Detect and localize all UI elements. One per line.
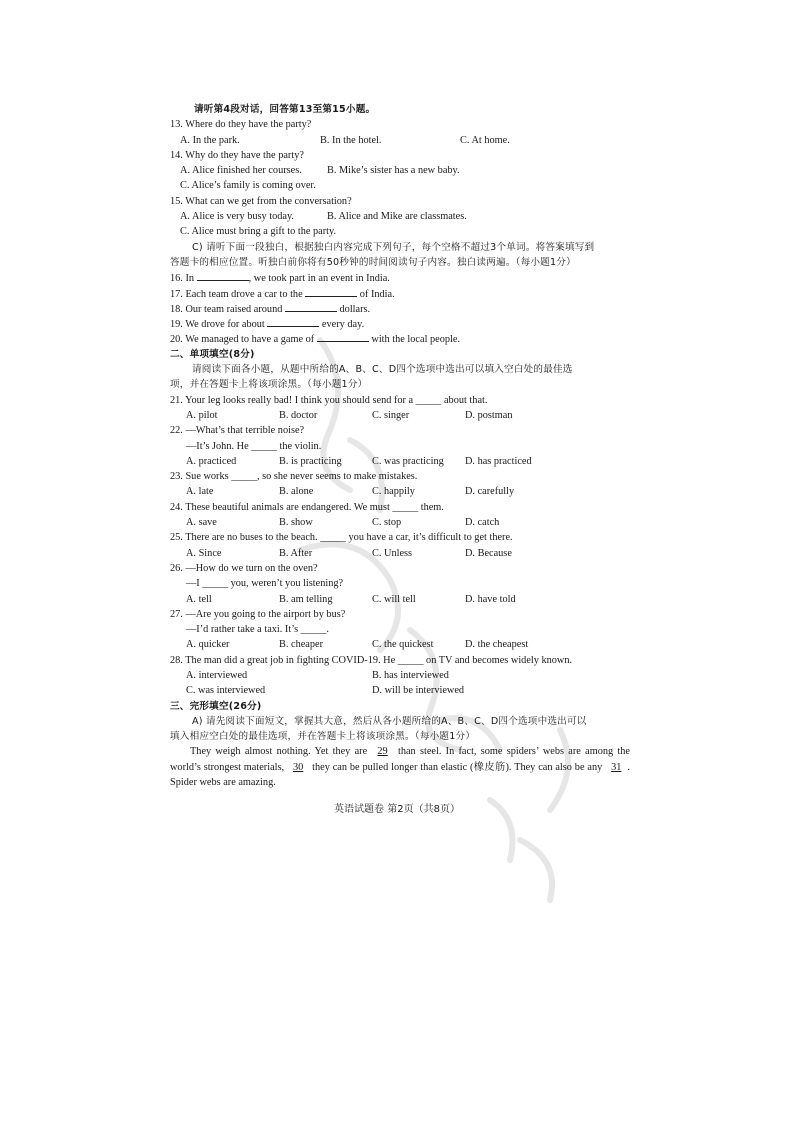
part-c-instruction-1: C) 请听下面一段独白，根据独白内容完成下列句子，每个空格不超过3个单词。将答案填写到 <box>192 241 595 253</box>
option-a: A. Alice is very busy today. <box>180 211 295 223</box>
option-c: C. will tell <box>372 593 416 605</box>
option-a: A. practiced <box>186 455 237 467</box>
exam-content <box>170 102 630 790</box>
option-b: B. am telling <box>279 593 333 605</box>
question-21-options <box>170 408 630 423</box>
question-27: 27. —Are you going to the airport by bus? <box>170 608 346 620</box>
fill-item-20: 20. We managed to have a game of with the local people. <box>170 331 630 346</box>
question-25: 25. There are no buses to the beach. _____ you have a car, it’s difficult to get there. <box>170 532 513 544</box>
option-a: A. tell <box>186 593 212 605</box>
option-c: C. happily <box>372 486 415 498</box>
cloze-passage: They weigh almost nothing. Yet they are 29 than steel. In fact, some spiders’ webs are among the world’s strongest materials, 30 they can be pulled longer than elastic (橡皮筋). They can also be any 31 . Spider webs are amazing. <box>170 746 630 789</box>
fill-item-18: 18. Our team raised around dollars. <box>170 301 630 316</box>
option-b: B. Mike’s sister has a new baby. <box>327 165 460 177</box>
question-13: 13. Where do they have the party? <box>170 119 312 131</box>
option-c: C. Alice’s family is coming over. <box>180 180 316 192</box>
section-3-title: 三、完形填空(26分) <box>170 700 262 712</box>
question-14: 14. Why do they have the party? <box>170 149 304 161</box>
section-3-instruction-1: A) 请先阅读下面短文，掌握其大意，然后从各小题所给的A、B、C、D四个选项中选出可以 <box>192 715 587 727</box>
answer-blank <box>197 270 249 281</box>
question-13-options <box>170 133 630 148</box>
section-listen-4-heading: 请听第4段对话，回答第13至第15小题。 <box>194 104 376 115</box>
option-c: C. was practicing <box>372 455 444 467</box>
question-26-line-2: —I _____ you, weren’t you listening? <box>186 578 344 590</box>
option-b: B. In the hotel. <box>320 134 382 146</box>
question-26: 26. —How do we turn on the oven? <box>170 562 318 574</box>
option-b: B. show <box>279 517 313 529</box>
blank-30: 30 <box>292 761 304 773</box>
option-d: D. catch <box>465 517 500 529</box>
option-b: B. After <box>279 547 313 559</box>
fill-item-16: 16. In , we took part in an event in India. <box>170 270 630 285</box>
option-b: B. doctor <box>279 409 318 421</box>
blank-29: 29 <box>377 746 388 758</box>
option-b: B. has interviewed <box>372 669 449 681</box>
option-a: A. quicker <box>186 639 230 651</box>
question-25-options <box>170 546 630 561</box>
answer-blank <box>267 316 319 327</box>
option-c: C. stop <box>372 517 402 529</box>
question-24: 24. These beautiful animals are endangered. We must _____ them. <box>170 501 444 513</box>
section-2-instruction-2: 项，并在答题卡上将该项涂黑。（每小题1分） <box>170 379 368 391</box>
question-27-line-2: —I’d rather take a taxi. It’s _____. <box>186 624 329 636</box>
option-d: D. have told <box>465 593 516 605</box>
question-24-options <box>170 515 630 530</box>
option-a: A. save <box>186 517 217 529</box>
option-a: A. pilot <box>186 409 218 421</box>
part-c-instruction-2: 答题卡的相应位置。听独白前你将有50秒钟的时间阅读句子内容。独白读两遍。（每小题1分） <box>170 256 576 268</box>
option-a: A. Alice finished her courses. <box>180 165 302 177</box>
option-d: D. has practiced <box>465 455 532 467</box>
option-a: A. interviewed <box>186 669 248 681</box>
option-b: B. is practicing <box>279 455 342 467</box>
answer-blank <box>285 301 337 312</box>
option-b: B. alone <box>279 486 314 498</box>
option-c: C. Alice must bring a gift to the party. <box>180 226 337 238</box>
option-c: C. the quickest <box>372 639 434 651</box>
question-28-options-row-2 <box>170 683 630 698</box>
option-b: B. Alice and Mike are classmates. <box>327 211 467 223</box>
fill-item-17: 17. Each team drove a car to the of India. <box>170 286 630 301</box>
answer-blank <box>317 331 369 342</box>
question-27-options <box>170 637 630 652</box>
option-d: D. will be interviewed <box>372 685 465 697</box>
option-d: D. carefully <box>465 486 515 498</box>
question-14-options <box>170 163 630 178</box>
section-2-title: 二、单项填空(8分) <box>170 348 255 360</box>
answer-blank <box>305 286 357 297</box>
question-23-options <box>170 484 630 499</box>
option-b: B. cheaper <box>279 639 324 651</box>
option-a: A. Since <box>186 547 222 559</box>
option-c: C. Unless <box>372 547 413 559</box>
question-26-options <box>170 592 630 607</box>
option-d: D. Because <box>465 547 512 559</box>
option-c: C. was interviewed <box>186 685 266 697</box>
question-15: 15. What can we get from the conversation? <box>170 195 352 207</box>
question-28-options-row-1 <box>170 668 630 683</box>
option-d: D. postman <box>465 409 513 421</box>
question-21: 21. Your leg looks really bad! I think you should send for a _____ about that. <box>170 394 488 406</box>
question-22-options <box>170 454 630 469</box>
option-c: C. At home. <box>460 134 510 146</box>
question-22-line-2: —It’s John. He _____ the violin. <box>186 440 322 452</box>
section-2-instruction-1: 请阅读下面各小题，从题中所给的A、B、C、D四个选项中选出可以填入空白处的最佳选 <box>192 364 573 376</box>
option-c: C. singer <box>372 409 410 421</box>
option-d: D. the cheapest <box>465 639 529 651</box>
option-a: A. In the park. <box>180 134 240 146</box>
fill-item-19: 19. We drove for about every day. <box>170 316 630 331</box>
option-a: A. late <box>186 486 214 498</box>
question-23: 23. Sue works _____, so she never seems to make mistakes. <box>170 471 418 483</box>
question-28: 28. The man did a great job in fighting COVID-19. He _____ on TV and becomes widely known. <box>170 654 573 666</box>
question-15-options <box>170 209 630 224</box>
question-22: 22. —What’s that terrible noise? <box>170 425 305 437</box>
section-3-instruction-2: 填入相应空白处的最佳选项，并在答题卡上将该项涂黑。（每小题1分） <box>170 731 476 743</box>
blank-31: 31 <box>611 761 622 773</box>
page-footer: 英语试题卷 第2页（共8页） <box>334 804 460 815</box>
